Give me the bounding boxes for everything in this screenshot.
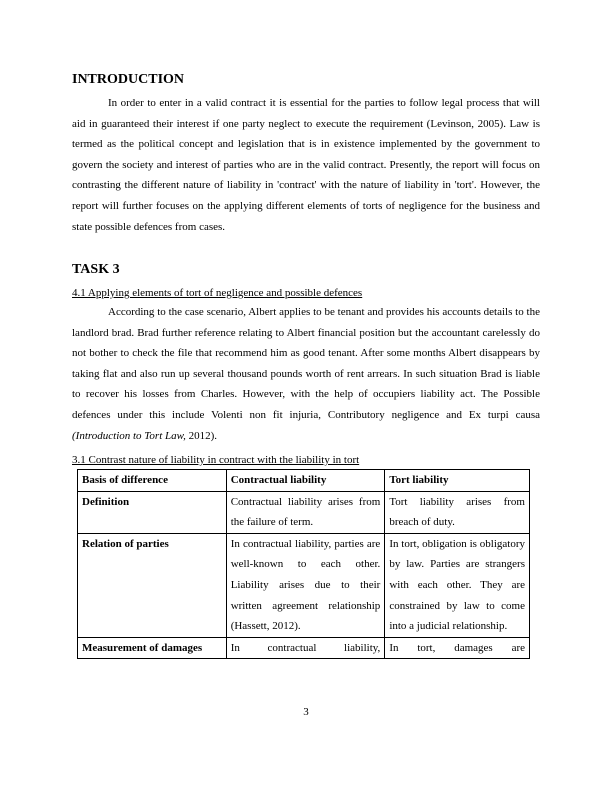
page-number: 3 [303, 706, 309, 718]
table-cell: Contractual liability arises from the failure of term. [226, 491, 385, 533]
table-cell: In contractual liability, parties are well-known to each other. Liability arises due to their written agreement relationship (Hassett, 2012). [226, 533, 385, 637]
table-header-cell: Contractual liability [226, 470, 385, 492]
table-header-row [78, 470, 530, 492]
section-4-1-end: 2012). [185, 429, 218, 442]
section-4-1-citation: (Introduction to Tort Law, [72, 429, 186, 442]
introduction-paragraph: In order to enter in a valid contract it is essential for the parties to follow legal process that will aid in guaranteed their interest if one party neglect to execute the requirement (Levinson, 2005). Law is termed as the political concept and legislation that is in existence implemented by the government to govern the society and interest of parties who are in the valid contract. Presently, the report will focus on contrasting the different nature of liability in 'contract' with the nature of liability in 'tort'. However, the report will further focuses on the applying different elements of torts of negligence for the business and state possible defences from cases. [72, 97, 540, 233]
table-row [78, 637, 530, 659]
section-4-1-paragraph [72, 302, 540, 446]
table-cell: Measurement of damages [78, 637, 227, 659]
table-cell: In tort, obligation is obligatory by law. Parties are strangers with each other. They are constrained by law to come into a judicial relationship. [385, 533, 530, 637]
table-row [78, 491, 530, 533]
table-header-cell: Tort liability [385, 470, 530, 492]
table-cell: Relation of parties [78, 533, 227, 637]
table-cell: Tort liability arises from breach of duty. [385, 491, 530, 533]
table-cell: In tort, damages are [385, 637, 530, 659]
table-cell: Definition [78, 491, 227, 533]
section-4-1-title: 4.1 Applying elements of tort of negligence and possible defences [72, 287, 363, 299]
introduction-heading: INTRODUCTION [72, 72, 185, 87]
section-4-1-text: According to the case scenario, Albert applies to be tenant and provides his accounts details to the landlord brad. Brad further reference relating to Albert financial position but the accountant carelessly do not bother to check the file that recommend him as good tenant. After some months Albert disappears by taking flat and also run up several thousand pounds worth of rent arrears. In such situation Brad is liable to recover his losses from Charles. However, with the help of occupiers liability act. The Possible defences under this include Volenti non fit injuria, Contributory negligence and Ex turpi causa [72, 306, 540, 421]
task-heading: TASK 3 [72, 262, 120, 277]
table-row [78, 533, 530, 637]
liability-comparison-table [77, 469, 530, 659]
section-3-1-title: 3.1 Contrast nature of liability in contract with the liability in tort [72, 454, 360, 466]
table-cell: In contractual liability, [226, 637, 385, 659]
table-header-cell: Basis of difference [78, 470, 227, 492]
